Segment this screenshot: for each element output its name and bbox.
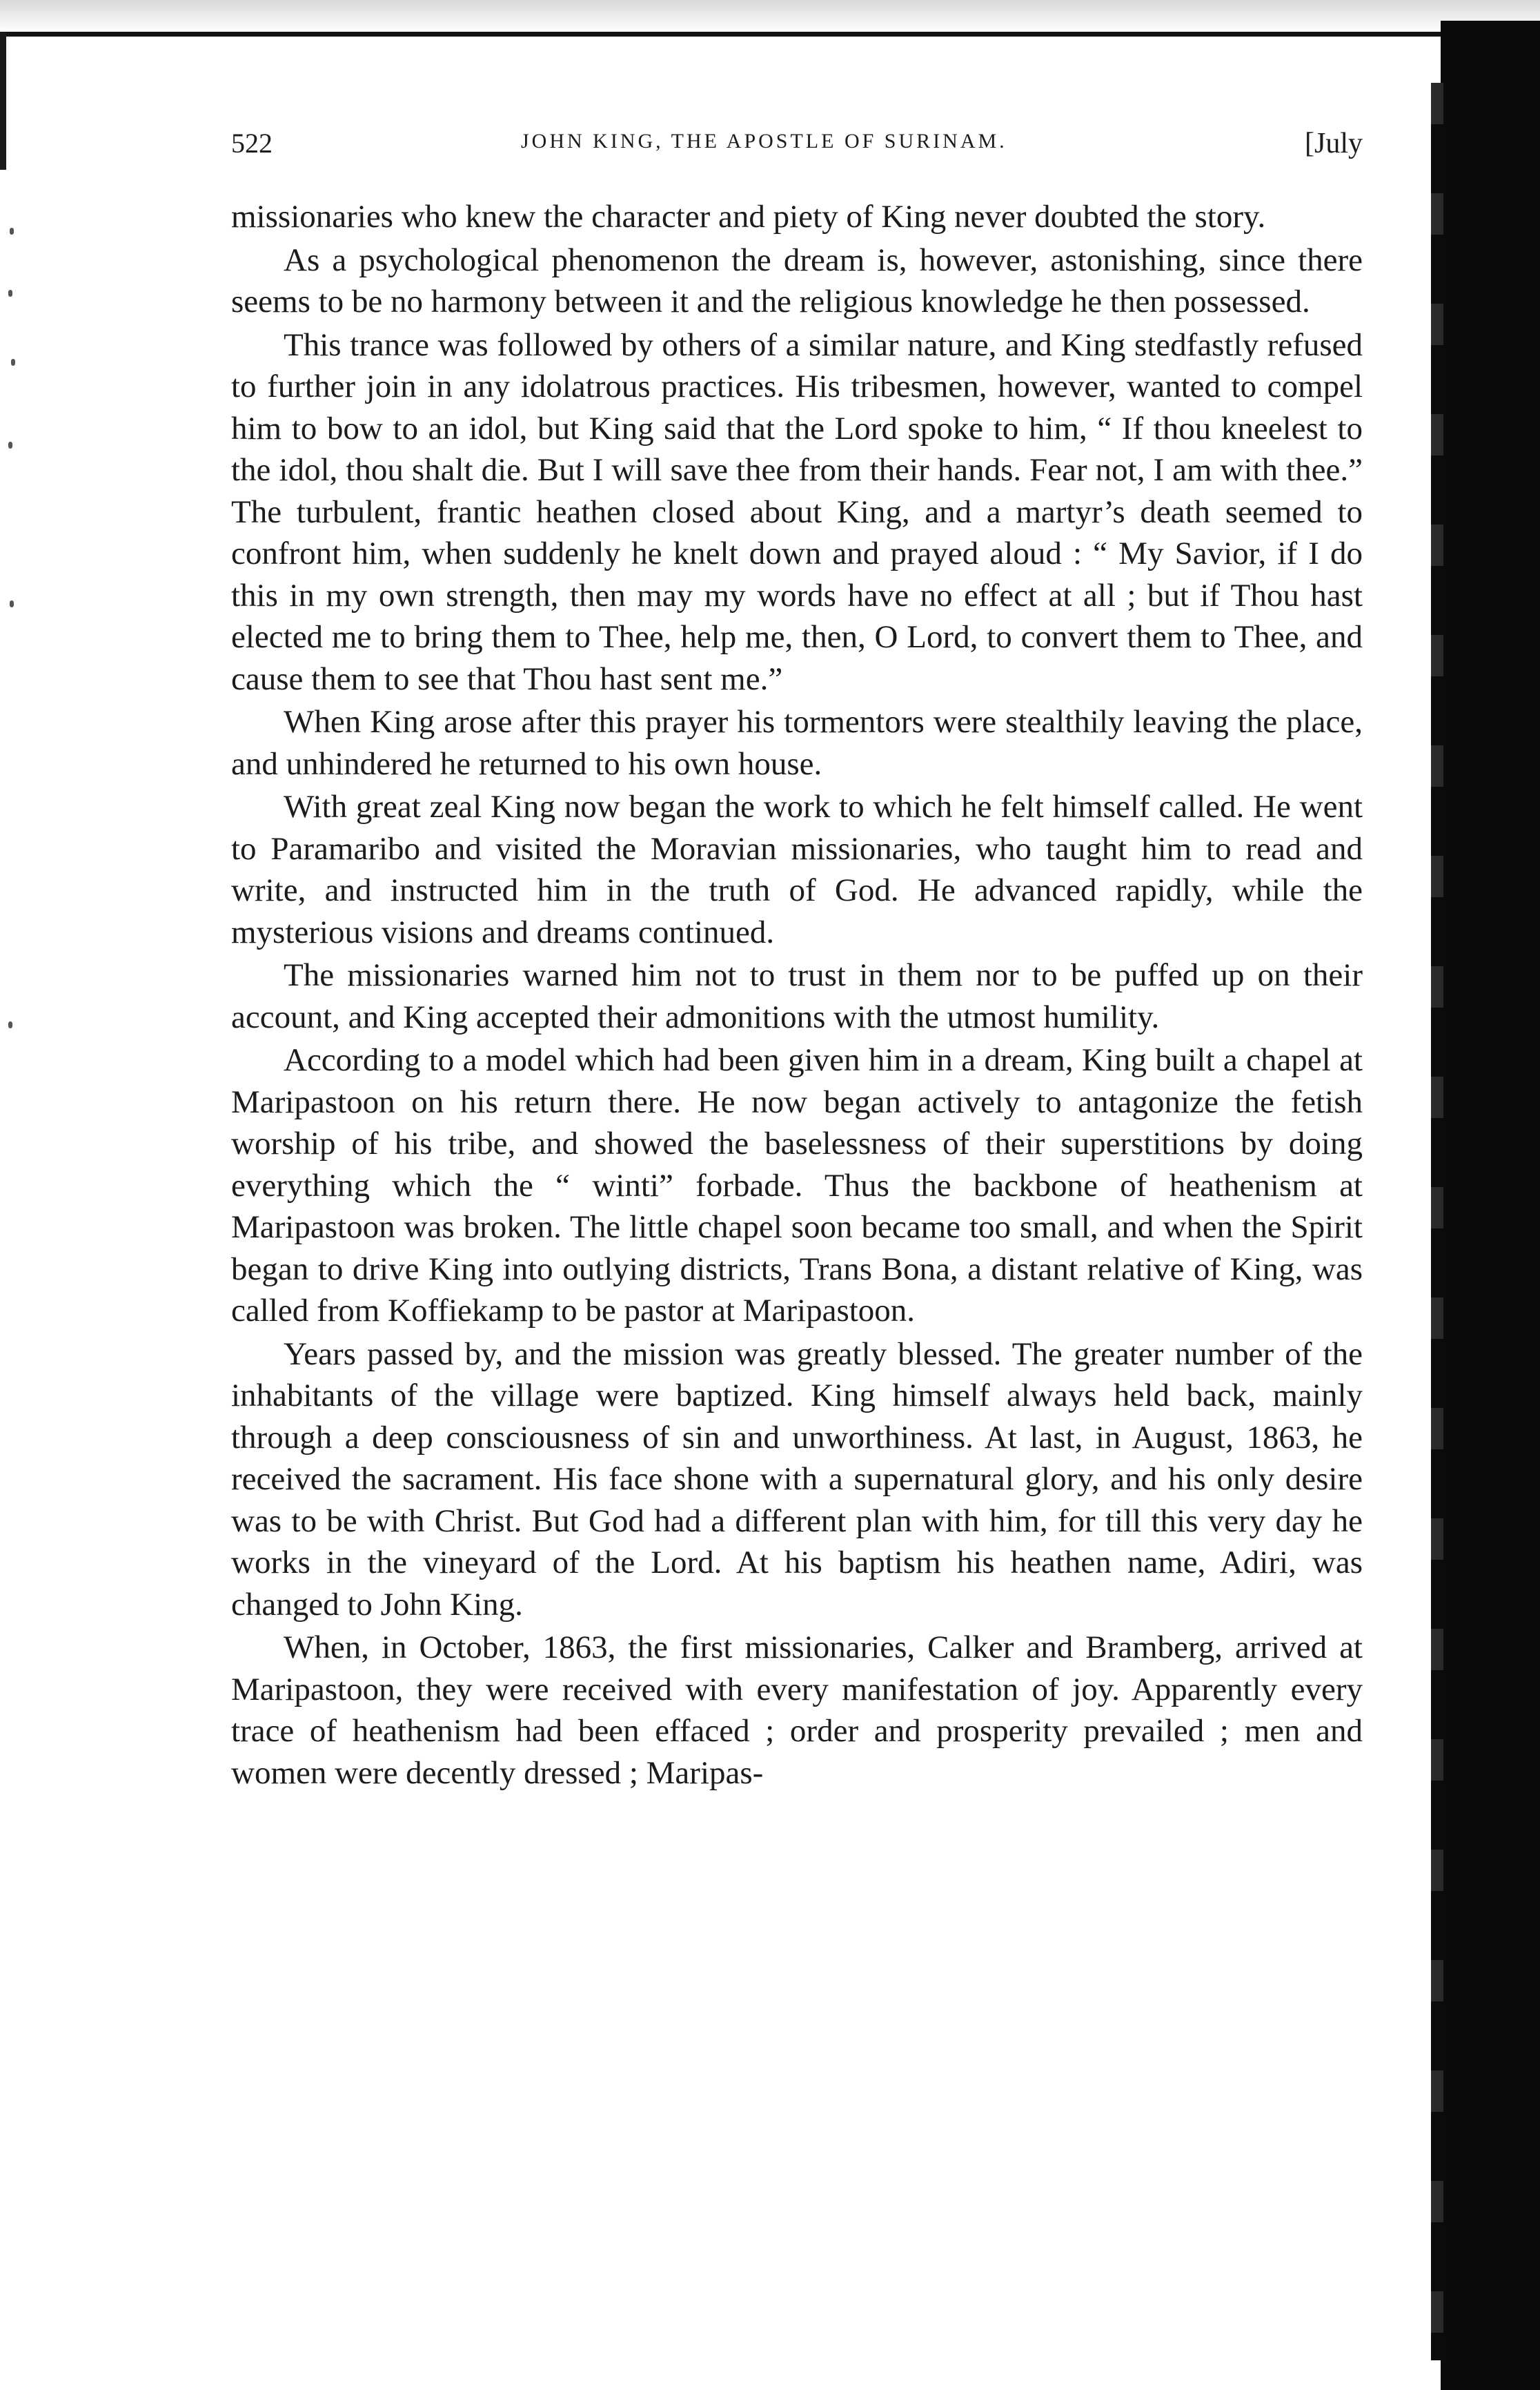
scan-speck: [10, 600, 14, 607]
scan-shadow: [0, 0, 1540, 32]
paragraph: According to a model which had been given him in a dream, King built a chapel at Maripastoon on his return there. He now began actively to antagonize the fetish worship of his tribe, and showed the baselessness of their superstitions by doing everything which the “ winti” forbade. Thus the backbone of heathenism at Maripastoon was broken. The little chapel soon became too small, and when the Spirit began to drive King into outlying districts, Trans Bona, a distant relative of King, was called from Koffiekamp to be pastor at Maripastoon.: [231, 1042, 1363, 1329]
paragraph: With great zeal King now began the work to which he felt himself called. He went to Paramaribo and visited the Moravian missionaries, who taught him to read and write, and instructed him in the truth of God. He advanced rapidly, while the mysterious visions and dreams continued.: [231, 789, 1363, 950]
paragraph: When, in October, 1863, the first missionaries, Calker and Bramberg, arrived at Maripastoon, they were received with every manifestation of joy. Apparently every trace of heathenism had been effaced ; order and prosperity prevailed ; men and women were decently dressed ; Maripas-: [231, 1629, 1363, 1791]
scan-speck: [11, 359, 15, 366]
scan-edge-top: [0, 32, 1442, 37]
running-date: [July: [1305, 128, 1363, 159]
paragraph: This trance was followed by others of a similar nature, and King stedfastly refused to further join in any idolatrous practices. His tribesmen, however, wanted to compel him to bow to an idol, but King said that the Lord spoke to him, “ If thou kneelest to the idol, thou shalt die. But I will save thee from their hands. Fear not, I am with thee.” The turbulent, frantic heathen closed about King, and a martyr’s death seemed to confront him, when suddenly he knelt down and prayed aloud : “ My Savior, if I do this in my own strength, then may my words have no effect at all ; but if Thou hast elected me to bring them to Thee, help me, then, O Lord, to convert them to Thee, and cause them to see that Thou hast sent me.”: [231, 326, 1363, 697]
paragraph: Years passed by, and the mission was greatly blessed. The greater number of the inhabitants of the village were baptized. King himself always held back, mainly through a deep consciousness of sin and unworthiness. At last, in August, 1863, he received the sacrament. His face shone with a supernatural glory, and his only desire was to be with Christ. But God had a different plan with him, for till this very day he works in the vineyard of the Lord. At his baptism his heathen name, Adiri, was changed to John King.: [231, 1335, 1363, 1623]
page-number: 522: [231, 128, 273, 159]
scan-edge-right-texture: [1431, 83, 1443, 2360]
scan-speck: [8, 290, 12, 297]
scan-speck: [10, 228, 14, 235]
scan-speck: [8, 1021, 12, 1028]
running-title: JOHN KING, THE APOSTLE OF SURINAM.: [521, 130, 1007, 153]
paragraph: missionaries who knew the character and piety of King never doubted the story.: [231, 199, 1266, 235]
page-header: [231, 127, 1363, 175]
scan-edge-left: [0, 32, 6, 170]
paragraph: When King arose after this prayer his tormentors were stealthily leaving the place, and unhindered he returned to his own house.: [231, 704, 1363, 782]
scan-speck: [8, 442, 12, 449]
paragraph: The missionaries warned him not to trust in them nor to be puffed up on their account, and King accepted their admonitions with the utmost humility.: [231, 957, 1363, 1035]
article-body: [231, 196, 1363, 1795]
scan-edge-right: [1441, 21, 1540, 2390]
paragraph: As a psychological phenomenon the dream is, however, astonishing, since there seems to be no harmony between it and the religious knowledge he then possessed.: [231, 242, 1363, 320]
